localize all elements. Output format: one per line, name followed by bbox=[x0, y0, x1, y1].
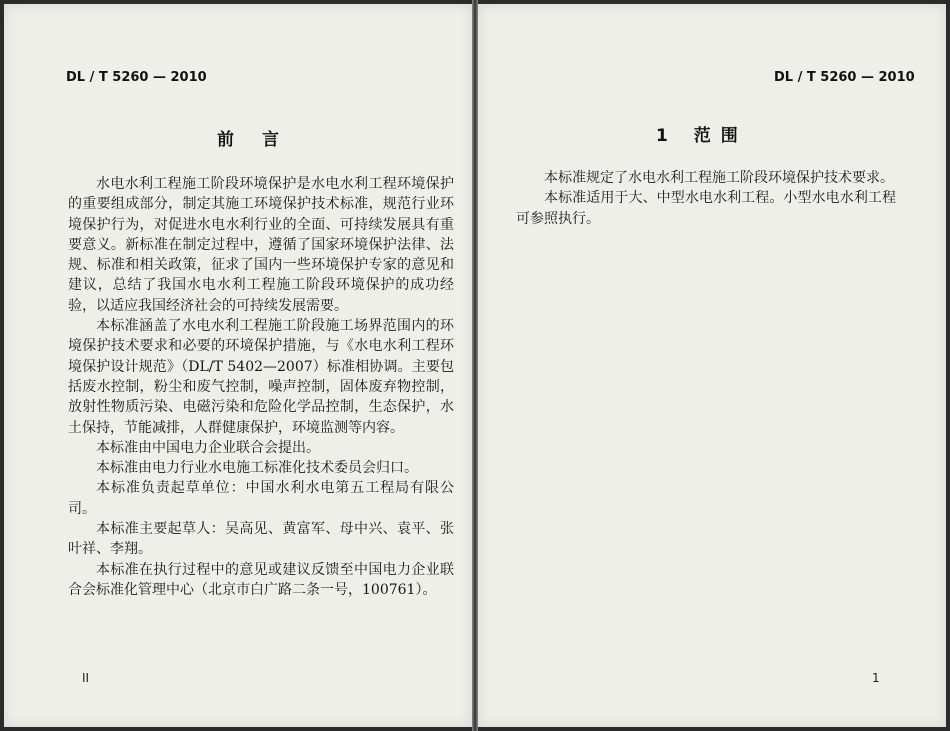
page-number: II bbox=[82, 671, 90, 685]
preface-body bbox=[68, 174, 454, 600]
paragraph: 本标准适用于大、中型水电水利工程。小型水电水利工程可参照执行。 bbox=[516, 190, 896, 227]
left-page bbox=[4, 4, 472, 727]
page-number: 1 bbox=[872, 671, 880, 685]
paragraph: 本标准负责起草单位：中国水利水电第五工程局有限公司。 bbox=[68, 480, 454, 517]
scope-body bbox=[516, 168, 896, 229]
paragraph: 本标准涵盖了水电水利工程施工阶段施工场界范围内的环境保护技术要求和必要的环境保护措施，与《水电水利工程环境保护设计规范》（DL/T 5402—2007）标准相协调。主要包括废水控制，粉尘和废气控制，噪声控制，固体废弃物控制，放射性物质污染、电磁污染和危险化学品控制，生态保护，水土保持，节能减排，人群健康保护，环境监测等内容。 bbox=[68, 318, 454, 436]
standard-code: DL / T 5260 — 2010 bbox=[66, 70, 207, 85]
paragraph: 本标准主要起草人：吴高见、黄富军、母中兴、袁平、张叶祥、李翔。 bbox=[68, 521, 454, 558]
paragraph: 本标准在执行过程中的意见或建议反馈至中国电力企业联合会标准化管理中心（北京市白广路二条一号，100761）。 bbox=[68, 561, 454, 598]
standard-code: DL / T 5260 — 2010 bbox=[774, 70, 915, 85]
paragraph: 水电水利工程施工阶段环境保护是水电水利工程环境保护的重要组成部分，制定其施工环境保护技术标准，规范行业环境保护行为，对促进水电水利行业的全面、可持续发展具有重要意义。新标准在制定过程中，遵循了国家环境保护法律、法规、标准和相关政策，征求了国内一些环境保护专家的意见和建议，总结了我国水电水利工程施工阶段环境保护的成功经验，以适应我国经济社会的可持续发展需要。 bbox=[68, 176, 454, 314]
right-page bbox=[478, 4, 946, 727]
section-title: 1 范围 bbox=[656, 126, 748, 146]
paragraph: 本标准由中国电力企业联合会提出。 bbox=[96, 439, 320, 456]
paragraph: 本标准规定了水电水利工程施工阶段环境保护技术要求。 bbox=[544, 170, 894, 186]
paragraph: 本标准由电力行业水电施工标准化技术委员会归口。 bbox=[96, 460, 418, 477]
page-title: 前言 bbox=[217, 130, 307, 150]
